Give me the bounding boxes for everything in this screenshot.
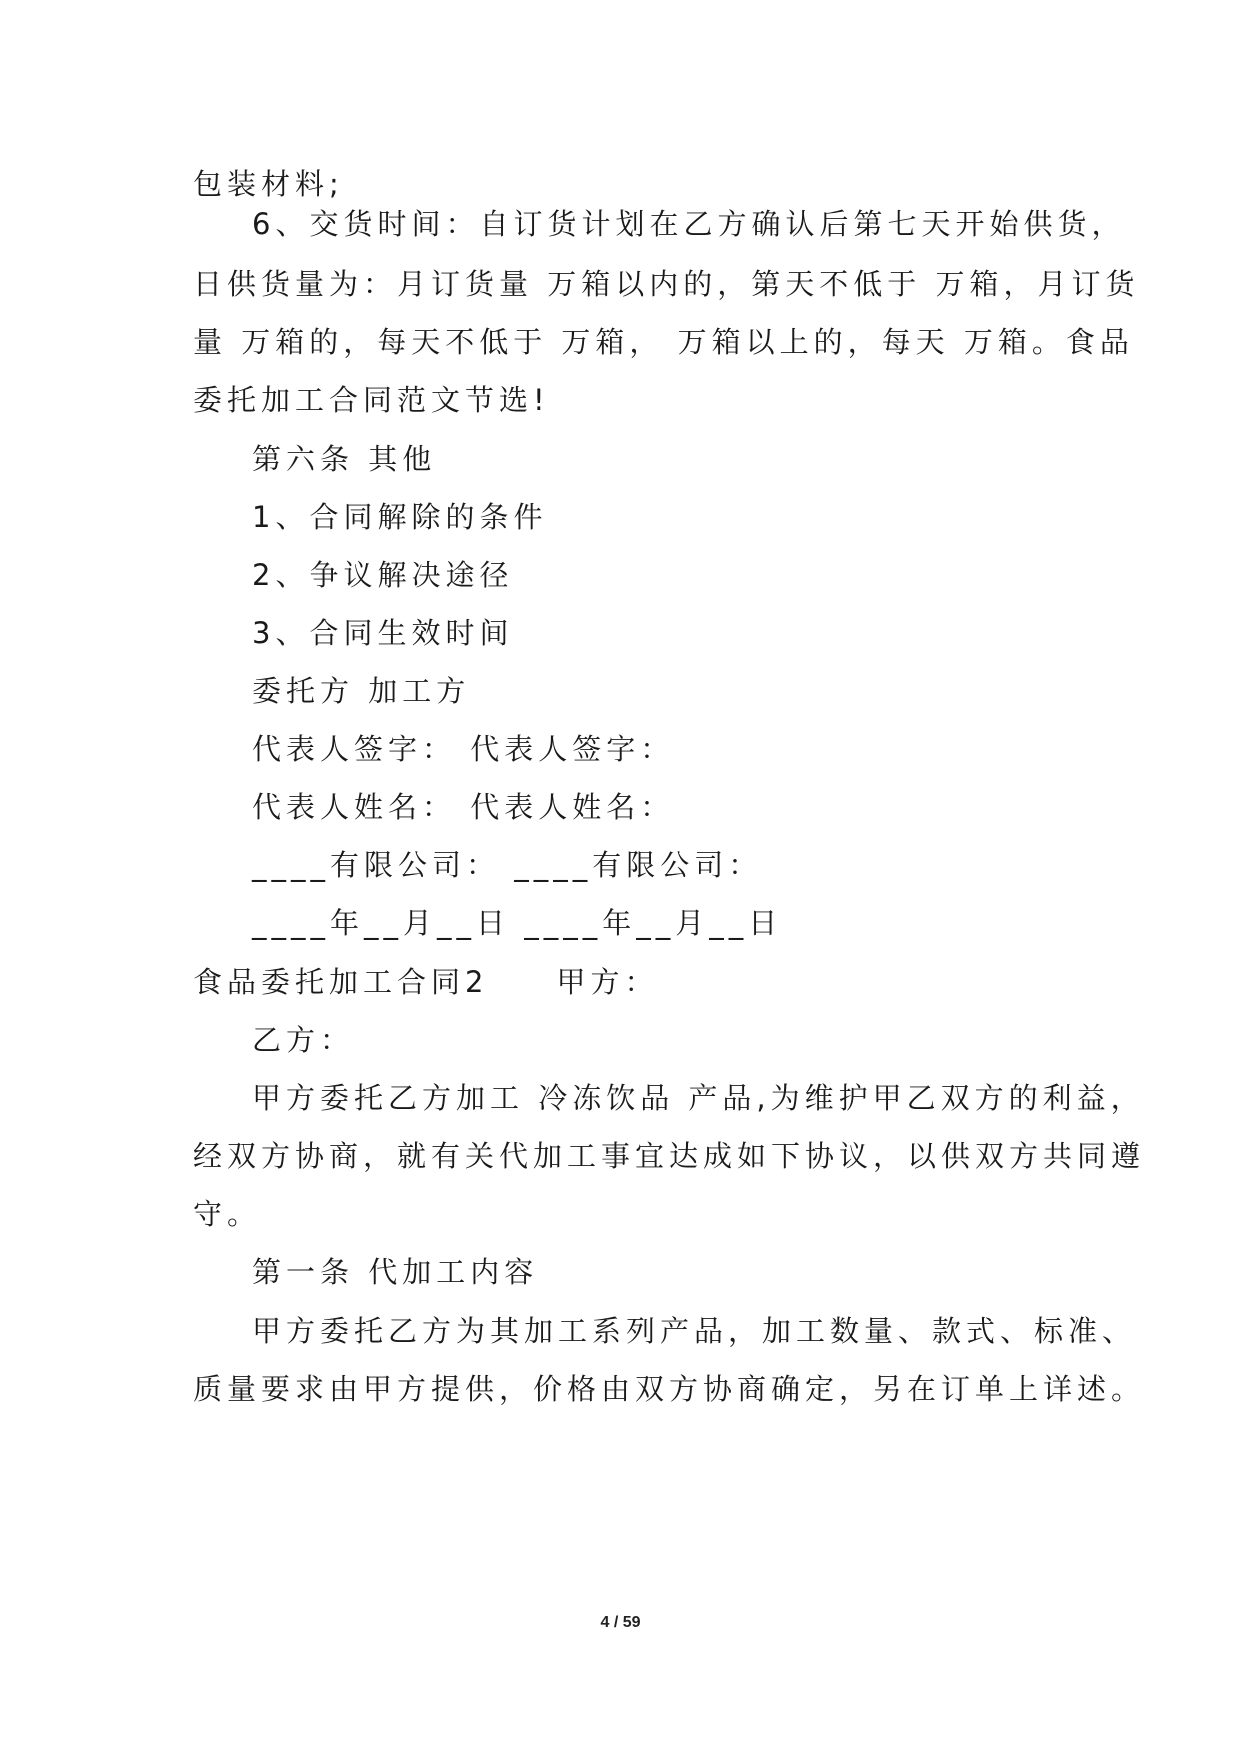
clause-item: 3、合同生效时间 <box>252 616 514 650</box>
date-line: ____年__月__日 ____年__月__日 <box>252 906 783 940</box>
signature-line: 代表人签字： 代表人签字： <box>252 732 675 766</box>
clause-item: 1、合同解除的条件 <box>252 500 548 534</box>
clause-item: 6、交货时间：自订货计划在乙方确认后第七天开始供货， <box>252 207 1126 241</box>
clause-item: 2、争议解决途径 <box>252 558 514 592</box>
page-number: 4 / 59 <box>600 1614 641 1631</box>
body-text-line: 包装材料; <box>193 167 344 201</box>
company-line: ____有限公司： ____有限公司： <box>252 848 763 882</box>
body-text-line: 质量要求由甲方提供，价格由双方协商确定，另在订单上详述。 <box>193 1372 1146 1406</box>
signature-parties: 委托方 加工方 <box>252 674 471 708</box>
contract-title: 食品委托加工合同2 甲方： <box>193 965 659 999</box>
body-text-line: 日供货量为：月订货量 万箱以内的，第天不低于 万箱，月订货 <box>193 267 1140 301</box>
section-heading: 第六条 其他 <box>252 442 437 476</box>
body-text-line: 甲方委托乙方加工 冷冻饮品 产品,为维护甲乙双方的利益， <box>252 1081 1145 1115</box>
body-text-line: 经双方协商，就有关代加工事宜达成如下协议，以供双方共同遵 <box>193 1139 1146 1173</box>
body-text-line: 量 万箱的，每天不低于 万箱， 万箱以上的，每天 万箱。食品 <box>193 325 1134 359</box>
signature-name-line: 代表人姓名： 代表人姓名： <box>252 790 675 824</box>
party-line: 乙方： <box>252 1023 355 1057</box>
body-text-line: 甲方委托乙方为其加工系列产品，加工数量、款式、标准、 <box>252 1314 1137 1348</box>
body-text-line: 委托加工合同范文节选! <box>193 383 550 417</box>
body-text-line: 守。 <box>193 1197 262 1231</box>
section-heading: 第一条 代加工内容 <box>252 1255 539 1289</box>
